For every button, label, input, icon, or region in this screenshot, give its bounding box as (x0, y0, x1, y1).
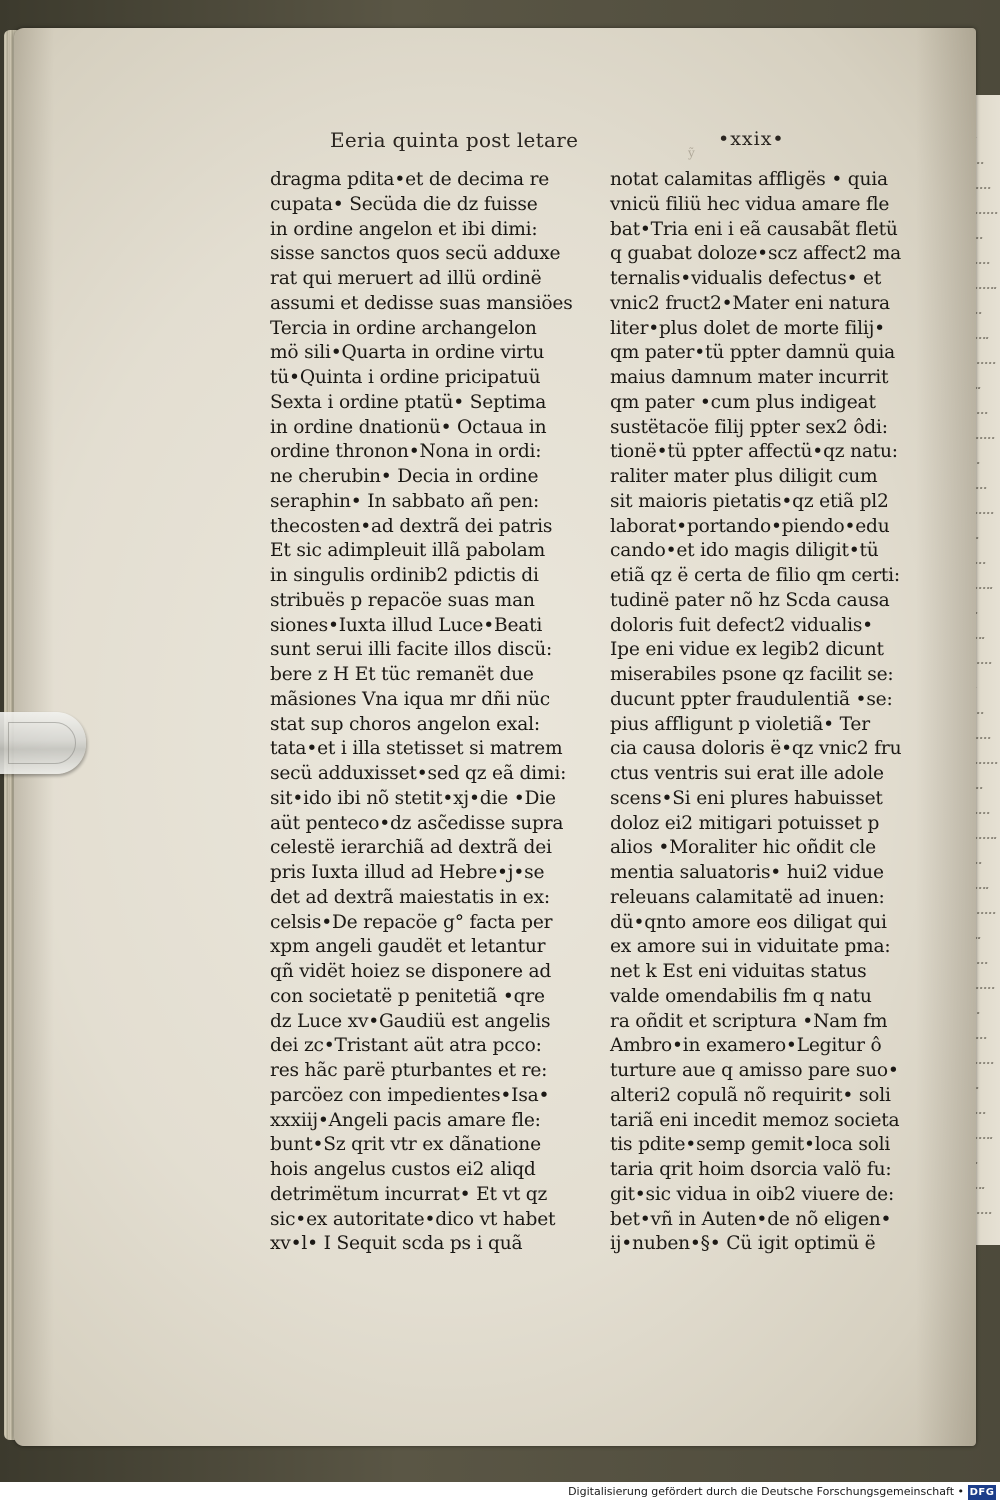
stamp-mark: ỹ (688, 146, 695, 160)
running-head: Eeria quinta post letare (330, 128, 579, 152)
right-text-column (610, 168, 930, 1257)
funding-notice: Digitalisierung gefördert durch die Deutsche Forschungsgemeinschaft • (568, 1485, 964, 1498)
text-line: sit maioris pietatis•qz etiã pl2 (610, 490, 889, 512)
text-line: q guabat doloze•scz affect2 ma (610, 243, 902, 265)
text-line: git•sic vidua in oib2 viuere de: (610, 1183, 895, 1205)
text-line: alteri2 copulã nõ requirit• soli (610, 1084, 891, 1106)
text-line: doloris fuit defect2 vidualis• (610, 614, 873, 636)
text-line: turture aue q amisso pare suo• (610, 1060, 899, 1081)
text-line: parcöez con impedientes•Isa• (270, 1084, 550, 1106)
text-line: res hãc parë pturbantes et re: (270, 1060, 548, 1081)
text-line: qm pater •cum plus indigeat (610, 391, 876, 413)
text-line: seraphin• In sabbato añ pen: (270, 490, 540, 512)
text-line: bat•Tria eni i eã causabãt fletü (610, 218, 898, 240)
text-line: Ipe eni vidue ex legib2 dicunt (610, 639, 884, 661)
text-line: scens•Si eni plures habuisset (610, 787, 883, 809)
text-line: thecosten•ad dextrã dei patris (270, 515, 553, 537)
text-line: ternalis•vidualis defectus• et (610, 268, 882, 289)
text-line: tariã eni incedit memoz societa (610, 1109, 900, 1131)
text-line: tionë•tü ppter affectü•qz natu: (610, 441, 898, 463)
text-line: celestë ierarchiã ad dextrã dei (270, 837, 552, 859)
text-line: xv•l• I Sequit scda ps i quã (270, 1233, 523, 1255)
text-line: vnicü filiü hec vidua amare fle (610, 193, 890, 215)
text-line: mentia saluatoris• hui2 vidue (610, 862, 884, 883)
text-line: assumi et dedisse suas mansiöes (270, 292, 573, 314)
text-line: net k Est eni viduitas status (610, 961, 867, 982)
text-line: dragma pdita•et de decima re (270, 169, 550, 190)
text-line: Tercia in ordine archangelon (270, 317, 537, 339)
text-line: maius damnum mater incurrit (610, 367, 889, 388)
text-line: miserabiles psone qz facilit se: (610, 664, 894, 685)
text-line: bet•vñ in Auten•de nõ eligen• (610, 1208, 892, 1230)
text-line: dei zc•Tristant aüt atra pcco: (270, 1035, 542, 1057)
text-line: celsis•De repacöe g° facta per (270, 911, 553, 933)
folio-number: •xxix• (718, 128, 785, 150)
text-line: cando•et ido magis diligit•tü (610, 540, 879, 562)
text-line: ctus ventris sui erat ille adole (610, 763, 884, 784)
text-line: mãsiones Vna iqua mr dñi nüc (270, 688, 550, 710)
text-line: liter•plus dolet de morte filij• (610, 317, 885, 339)
text-line: in ordine dnationü• Octaua in (270, 416, 547, 438)
text-line: hois angelus custos ei2 aliqd (270, 1159, 536, 1180)
text-line: notat calamitas affligës • quia (610, 169, 888, 190)
text-line: qñ vidët hoiez se disponere ad (270, 961, 552, 982)
left-text-column (270, 168, 590, 1257)
text-line: detrimëtum incurrat• Et vt qz (270, 1183, 548, 1205)
text-line: secü adduxisset•sed qz eã dimi: (270, 763, 567, 784)
text-line: siones•Iuxta illud Luce•Beati (270, 614, 543, 636)
footer-bar (0, 1482, 1000, 1504)
text-line: qm pater•tü ppter damnü quia (610, 342, 895, 364)
text-line: xpm angeli gaudët et letantur (270, 936, 546, 958)
text-line: Ambro•in examero•Legitur ô (610, 1035, 882, 1057)
text-line: sustëtacöe filij ppter sex2 ôdi: (610, 416, 888, 438)
text-line: ordine thronon•Nona in ordi: (270, 441, 542, 463)
text-line: alios •Moraliter hic oñdit cle (610, 837, 876, 859)
dfg-logo: DFG (969, 1487, 995, 1498)
text-line: pius affligunt p violetiã• Ter (610, 713, 870, 735)
text-line: bunt•Sz qrit vtr ex dãnatione (270, 1134, 541, 1156)
text-line: in singulis ordinib2 pdictis di (270, 565, 539, 586)
text-line: stribuës p repacöe suas man (270, 589, 535, 611)
text-line: releuans calamitatë ad inuen: (610, 886, 885, 908)
text-line: tü•Quinta i ordine pricipatuü (270, 367, 541, 388)
text-line: stat sup choros angelon exal: (270, 713, 540, 735)
text-line: tis pdite•semp gemit•loca soli (610, 1134, 891, 1156)
text-line: aüt penteco•dz asc̃edisse supra (270, 812, 564, 834)
text-line: bere z H Et tüc remanët due (270, 664, 534, 685)
text-line: ij•nuben•§• Cü igit optimü ë (610, 1233, 876, 1255)
text-line: con societatë p penitetiã •qre (270, 985, 545, 1007)
text-line: dz Luce xv•Gaudiü est angelis (270, 1010, 551, 1032)
text-line: det ad dextrã maiestatis in ex: (270, 886, 550, 908)
text-line: sit•ido ibi nõ stetit•xj•die •Die (270, 787, 556, 809)
text-line: Et sic adimpleuit illã pabolam (270, 540, 546, 562)
text-line: doloz ei2 mitigari potuisset p (610, 812, 880, 834)
text-line: tata•et i illa stetisset si matrem (270, 738, 563, 760)
text-line: ex amore sui in viduitate pma: (610, 936, 891, 958)
text-line: Sexta i ordine ptatü• Septima (270, 391, 547, 413)
text-line: in ordine angelon et ibi dimi: (270, 218, 538, 240)
text-line: tudinë pater nõ hz Scda causa (610, 589, 890, 611)
text-line: cia causa doloris ë•qz vnic2 fru (610, 738, 902, 760)
text-line: dü•qnto amore eos diligat qui (610, 911, 887, 933)
text-line: mö sili•Quarta in ordine virtu (270, 342, 545, 364)
text-line: taria qrit hoim dsorcia valö fu: (610, 1159, 892, 1180)
page-clip (0, 712, 86, 774)
text-line: raliter mater plus diligit cum (610, 466, 878, 487)
text-line: laborat•portando•piendo•edu (610, 515, 890, 537)
text-line: ne cherubin• Decia in ordine (270, 466, 539, 487)
text-line: ra oñdit et scriptura •Nam fm (610, 1010, 888, 1032)
text-line: sunt serui illi facite illos discü: (270, 639, 553, 661)
text-line: sic•ex autoritate•dico vt habet (270, 1208, 556, 1230)
text-line: vnic2 fruct2•Mater eni natura (610, 292, 890, 314)
text-line: ducunt ppter fraudulentiã •se: (610, 688, 893, 710)
text-line: rat qui meruert ad illü ordinë (270, 268, 542, 289)
text-line: xxxiij•Angeli pacis amare fle: (270, 1109, 541, 1131)
text-line: valde omendabilis fm q natu (610, 985, 872, 1007)
text-line: sisse sanctos quos secü adduxe (270, 243, 561, 265)
text-line: etiã qz ë certa de filio qm certi: (610, 565, 900, 586)
text-line: cupata• Secüda die dz fuisse (270, 193, 538, 215)
text-line: pris Iuxta illud ad Hebre•j•se (270, 862, 545, 883)
